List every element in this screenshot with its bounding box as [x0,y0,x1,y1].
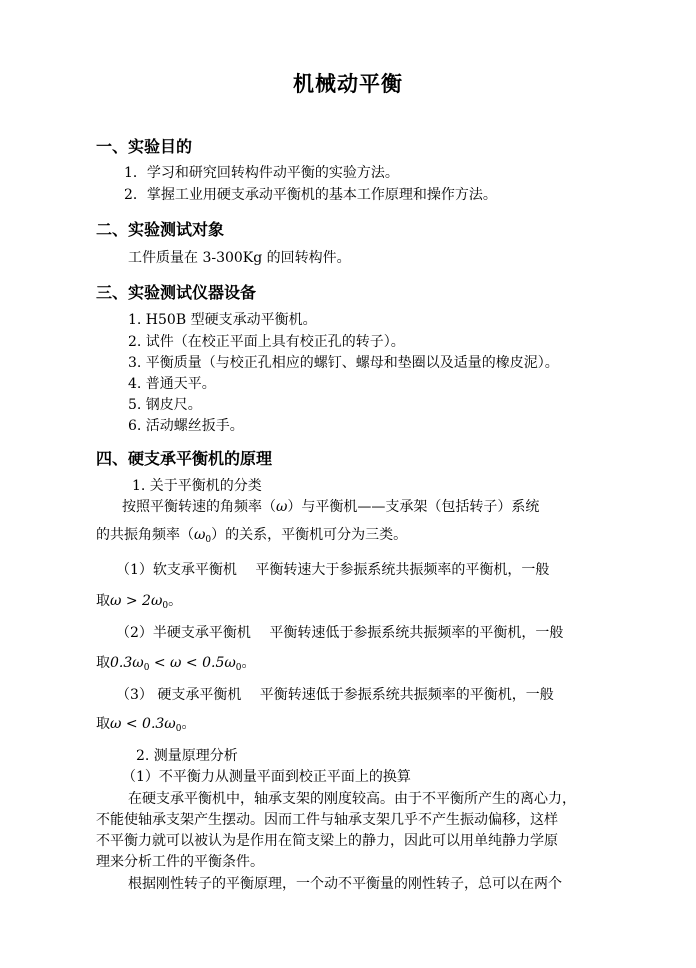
paragraph-line: 不能使轴承支架产生摆动。因而工件与轴承支架几乎不产生振动偏移，这样 [96,812,558,828]
list-item: 1．学习和研究回转构件动平衡的实验方法。 [124,165,399,181]
paragraph-line: 根据刚性转子的平衡原理，一个动不平衡量的刚性转子，总可以在两个 [128,876,562,892]
formula: < ω < 0.5ω [149,655,236,671]
text-segment: 按照平衡转速的角频率（ [122,499,276,515]
subscript: 0 [205,535,212,545]
section-1-heading: 一、实验目的 [96,137,193,156]
section-4-heading: 四、硬支承平衡机的原理 [96,449,273,468]
formula: ω > 2ω [110,593,163,609]
list-item: 1. H50B 型硬支承动平衡机。 [128,312,317,328]
hard-support-condition [96,715,195,738]
list-item: 2. 试件（在校正平面上具有校正孔的转子）。 [128,334,405,350]
subsection-1-title: 1. 关于平衡机的分类 [132,478,262,494]
text-segment: 。 [241,655,256,671]
list-item: 5. 钢皮尺。 [128,397,202,413]
subsection-2-title: 2. 测量原理分析 [136,748,238,764]
subscript: 0 [143,663,150,673]
text-segment: 取 [96,655,110,671]
semi-hard-support-line: （2）半硬支承平衡机 平衡转速低于参振系统共振频率的平衡机，一般 [116,625,564,641]
paragraph-line [122,498,539,516]
omega-symbol: ω [194,527,206,543]
subscript: 0 [235,663,242,673]
semi-hard-support-condition [96,654,256,677]
text-segment: 取 [96,593,110,609]
text-segment: 。 [181,716,196,732]
soft-support-line: （1）软支承平衡机 平衡转速大于参振系统共振频率的平衡机，一般 [116,562,550,578]
paragraph-line [96,526,407,549]
text-segment: 的共振角频率（ [96,527,194,543]
list-item: 4. 普通天平。 [128,376,216,392]
document-title: 机械动平衡 [293,72,403,96]
section-2-heading: 二、实验测试对象 [96,220,225,239]
text-segment: 取 [96,716,110,732]
formula: ω < 0.3ω [110,716,176,732]
list-item: 6. 活动螺丝扳手。 [128,418,244,434]
text-segment: ）的关系，平衡机可分为三类。 [211,527,408,543]
paragraph-line: 不平衡力就可以被认为是作用在简支梁上的静力，因此可以用单纯静力学原 [96,833,558,849]
formula: 0.3ω [110,655,144,671]
text-segment: 。 [168,593,183,609]
text-segment: ）与平衡机——支承架（包括转子）系统 [287,499,540,515]
section-3-heading: 三、实验测试仪器设备 [96,283,257,302]
hard-support-line: （3） 硬支承平衡机 平衡转速低于参振系统共振频率的平衡机，一般 [116,687,554,703]
list-item: 3. 平衡质量（与校正孔相应的螺钉、螺母和垫圈以及适量的橡皮泥）。 [128,355,559,371]
paragraph-line: 理来分析工件的平衡条件。 [96,854,264,870]
subscript: 0 [175,724,182,734]
paragraph-line: 在硬支承平衡机中，轴承支架的刚度较高。由于不平衡所产生的离心力， [128,791,576,807]
subscript: 0 [162,601,169,611]
omega-symbol: ω [276,499,288,515]
section-2-text: 工件质量在 3-300Kg 的回转构件。 [128,250,351,266]
list-item: 2．掌握工业用硬支承动平衡机的基本工作原理和操作方法。 [124,187,497,203]
soft-support-condition [96,592,182,615]
subsection-2-1-title: （1）不平衡力从测量平面到校正平面上的换算 [122,769,411,785]
